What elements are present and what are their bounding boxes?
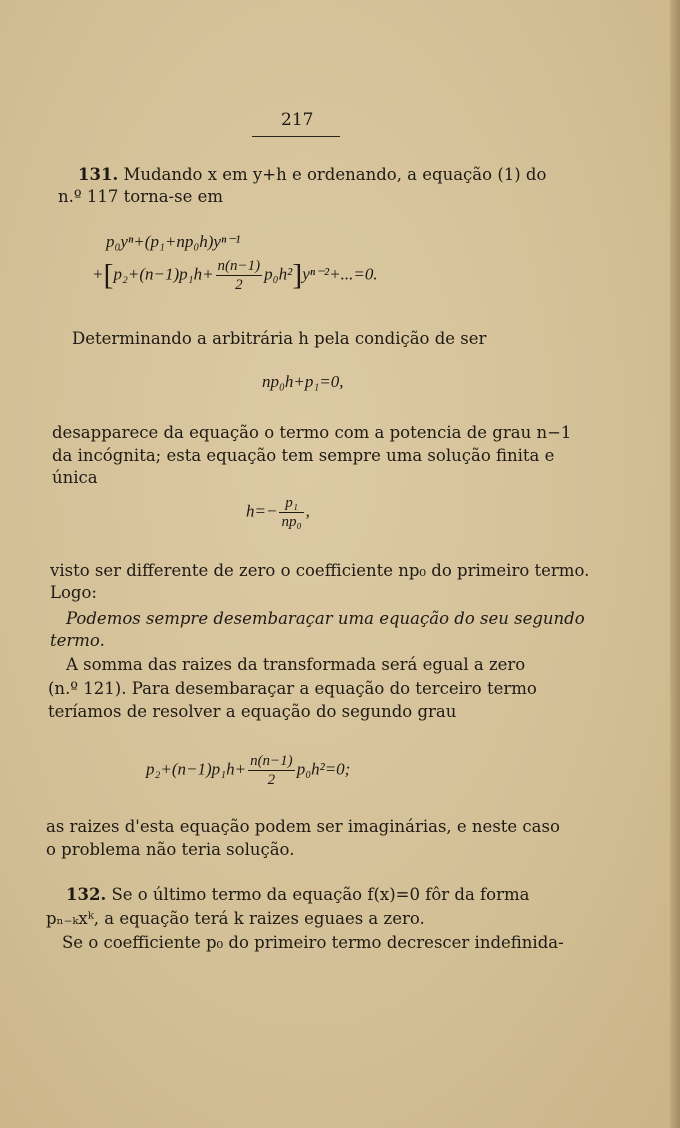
section-131-text: Mudando x em y+h e ordenando, a equação (1) do: [123, 165, 547, 184]
section-132-number: 132.: [66, 885, 107, 904]
equation-3: h=− $\frac{\text{p₁}}{\text{np₀}}$ ,: [246, 495, 310, 530]
paragraph-desapparece-1: desapparece da equação o termo com a potencia de grau n−1: [52, 423, 572, 442]
italic-statement-2: termo.: [50, 631, 105, 650]
section-132-line3: Se o coefficiente p₀ do primeiro termo decrescer indefinida-: [62, 933, 564, 952]
paragraph-raizes-2: o problema não teria solução.: [46, 840, 295, 859]
equation-1-row2: +[p₂+(n−1)p₁h+ $\frac{n(n-1)}{2}$ p₀h²]yⁿ⁻²+...=0.: [92, 258, 378, 293]
page-edge-shadow: [670, 0, 680, 1128]
paragraph-visto-2: Logo:: [50, 583, 97, 602]
header-rule: [252, 136, 340, 137]
section-131-line1: [78, 164, 546, 186]
eq1-part-b: p₀h²: [264, 264, 293, 284]
paragraph-somma-3: teríamos de resolver a equação do segundo grau: [48, 702, 457, 721]
equation-2: np₀h+p₁=0,: [262, 372, 344, 391]
paragraph-determinando: Determinando a arbitrária h pela condição de ser: [72, 329, 487, 348]
paragraph-visto-1: visto ser differente de zero o coefficiente np₀ do primeiro termo.: [50, 561, 590, 580]
equation-4: p₂+(n−1)p₁h+ $\frac{n(n-1)}{2}$ p₀h²=0;: [146, 753, 351, 788]
eq3-fraction: $\frac{\text{p₁}}{\text{np₀}}$: [281, 495, 302, 530]
eq4-fraction: $\frac{n(n-1)}{2}$: [250, 753, 293, 788]
paragraph-somma-1: A somma das raizes da transformada será egual a zero: [66, 655, 526, 674]
paragraph-raizes-1: as raizes d'esta equação podem ser imaginárias, e neste caso: [46, 817, 560, 836]
eq1-fraction: $\frac{n(n-1)}{2}$: [217, 258, 261, 293]
section-132-text: Se o último termo da equação f(x)=0 fôr da forma: [111, 885, 530, 904]
section-131-number: 131.: [78, 165, 119, 184]
eq1-part-a: p₂+(n−1)p₁h+: [113, 264, 214, 284]
eq1-part-c: yⁿ⁻²+...=0.: [302, 264, 378, 284]
section-132-line1: [66, 884, 529, 906]
equation-1-row1: p₀yⁿ+(p₁+np₀h)yⁿ⁻¹: [106, 232, 241, 251]
section-132-line2: pₙ₋ₖxᵏ, a equação terá k raizes eguaes a zero.: [46, 909, 425, 928]
paragraph-desapparece-2: da incógnita; esta equação tem sempre uma solução finita e: [52, 446, 555, 465]
page-number: 217: [281, 110, 314, 130]
paragraph-somma-2: (n.º 121). Para desembaraçar a equação do terceiro termo: [48, 679, 537, 698]
italic-statement-1: Podemos sempre desembaraçar uma equação do seu segundo: [66, 609, 585, 628]
paragraph-desapparece-3: única: [52, 468, 98, 487]
section-131-line2: n.º 117 torna-se em: [58, 187, 223, 206]
